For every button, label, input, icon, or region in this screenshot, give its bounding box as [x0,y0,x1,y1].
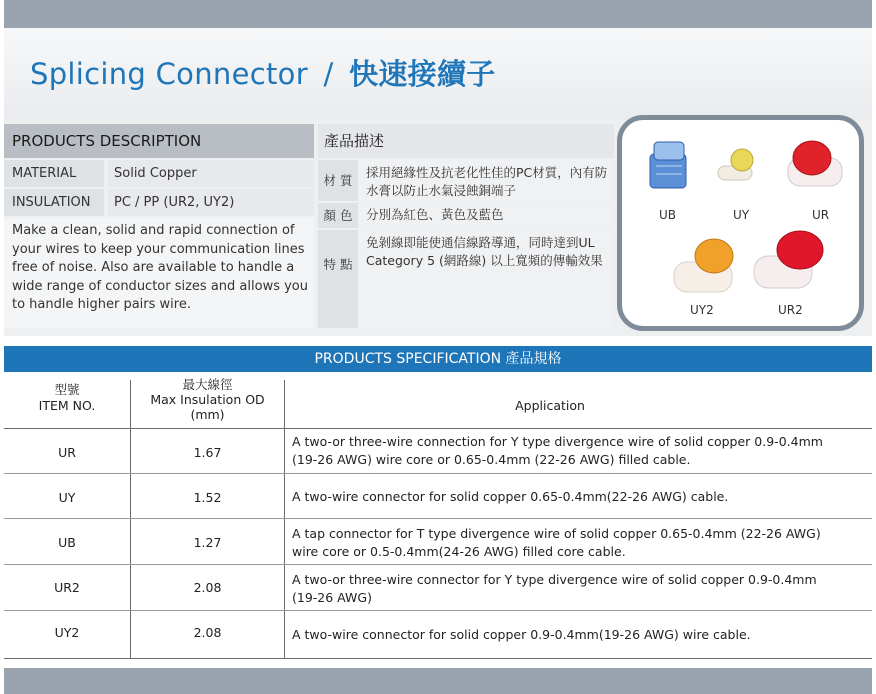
zh-material-row [318,160,614,201]
material-value: Solid Copper [108,160,314,187]
insulation-key: INSULATION [4,189,104,216]
col-header-item [4,382,130,414]
table-cell-item: UB [58,535,76,550]
row-divider [4,564,872,565]
zh-feature-value: 免剝線即能使通信線路導通，同時達到UL Category 5 (網路線) 以上寬頻的傳輸效果 [360,230,614,328]
en-description-text: Make a clean, solid and rapid connection of your wires to keep your communication lines free of noise. Also are available to handle a wide range of conductor sizes and allows you to handle higher pairs wire. [4,218,314,328]
photo-label-ur: UR [812,208,830,222]
insulation-row [4,189,314,216]
uy2-connector-image [674,239,733,292]
table-cell-od: 1.67 [193,445,222,460]
col-header-item-en: ITEM NO. [38,398,96,413]
photo-label-uy2: UY2 [690,303,714,317]
title-en: Splicing Connector [30,57,308,91]
zh-color-value: 分別為紅色、黃色及藍色 [360,203,614,228]
photo-label-uy: UY [733,208,750,222]
table-cell-application [292,626,870,644]
table-cell-application [292,571,870,607]
photo-label-ub: UB [659,208,677,222]
col-header-od [131,377,284,422]
spec-heading: PRODUCTS SPECIFICATION 產品規格 [4,346,872,372]
row-divider [4,610,872,611]
zh-feature-key: 特 點 [318,230,358,328]
table-cell-od: 1.52 [193,490,222,505]
col-header-od-zh: 最大線徑 [182,377,233,392]
application-line: (19-26 AWG) [292,590,372,605]
column-divider [130,380,131,658]
material-key: MATERIAL [4,160,104,187]
photo-label-ur2: UR2 [778,303,803,317]
ub-connector-image [650,142,686,188]
application-line: A tap connector for T type divergence wire of solid copper 0.65-0.4mm (22-26 AWG) [292,526,821,541]
connector-illustration [622,120,859,326]
table-cell-item: UY2 [54,625,80,640]
insulation-value: PC / PP (UR2, UY2) [108,189,314,216]
page-title [30,52,496,93]
uy-connector-image [718,149,753,180]
row-divider [4,473,872,474]
title-zh: 快速接續子 [349,57,496,91]
top-band [4,0,872,28]
en-description-heading: PRODUCTS DESCRIPTION [4,124,314,158]
header-divider [4,428,872,429]
col-header-item-zh: 型號 [54,382,80,397]
table-cell-application [292,525,870,561]
column-divider [284,380,285,658]
application-line: A two-or three-wire connection for Y type divergence wire of solid copper 0.9-0.4mm [292,434,823,449]
zh-material-value: 採用絕緣性及抗老化性佳的PC材質，內有防水膏以防止水氣浸蝕銅端子 [360,160,614,201]
application-line: wire core or 0.5-0.4mm(24-26 AWG) filled core cable. [292,544,626,559]
bottom-band [4,668,872,694]
application-line: A two-or three-wire connector for Y type divergence wire of solid copper 0.9-0.4mm [292,572,817,587]
table-cell-od: 2.08 [193,580,222,595]
zh-color-key: 顏 色 [318,203,358,228]
table-bottom-border [4,658,872,659]
ur-connector-image [788,141,842,186]
ur2-connector-image [754,231,823,288]
material-row [4,160,314,187]
title-separator: / [323,57,334,91]
col-header-application: Application [515,398,585,413]
col-header-od-unit: (mm) [190,407,225,422]
table-cell-od: 2.08 [193,625,222,640]
application-line: A two-wire connector for solid copper 0.9-0.4mm(19-26 AWG) wire cable. [292,627,751,642]
row-divider [4,518,872,519]
table-cell-item: UR [58,445,76,460]
zh-feature-row [318,230,614,328]
table-cell-od: 1.27 [193,535,222,550]
table-cell-application [292,433,870,469]
col-header-od-en: Max Insulation OD [150,392,265,407]
zh-material-key: 材 質 [318,160,358,201]
zh-color-row [318,203,614,228]
product-photo-panel [617,115,864,331]
application-line: (19-26 AWG) wire core or 0.65-0.4mm (22-26 AWG) filled cable. [292,452,691,467]
spec-table [4,372,872,662]
zh-description-heading: 產品描述 [318,124,614,158]
table-cell-item: UR2 [54,580,80,595]
application-line: A two-wire connector for solid copper 0.65-0.4mm(22-26 AWG) cable. [292,489,729,504]
table-cell-item: UY [58,490,76,505]
table-cell-application [292,488,870,506]
